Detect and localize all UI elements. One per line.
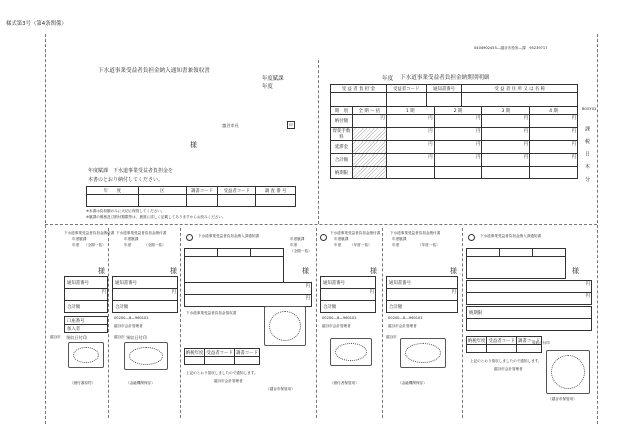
slip4-year-period: 年度賦課 bbox=[334, 237, 349, 241]
slip1-table: 通知書番号 円 合計額 bbox=[64, 276, 108, 313]
slip3-tax-table: 納税年度 受益者コード 調書コード bbox=[184, 348, 260, 365]
slip5-period: （年度一括） bbox=[418, 243, 440, 247]
punch-hole-3 bbox=[468, 234, 475, 241]
slip6-stub: （越谷市保管用） bbox=[548, 397, 577, 401]
slip3-sama: 様 bbox=[302, 267, 309, 275]
col-record-code: 調書コード bbox=[186, 187, 218, 195]
slip6-due-table: 納期限 bbox=[466, 306, 592, 331]
hdr-period-3: 3 期 bbox=[482, 107, 530, 115]
middle-perforation bbox=[45, 224, 597, 225]
slip1-stamp-label: 領収日付印 bbox=[66, 335, 87, 340]
slip3-bank-stamp bbox=[264, 306, 306, 346]
slip6-title: 下水道事業受益者負担金納入済通知書 bbox=[480, 234, 542, 238]
slip4-receipt-stamp bbox=[330, 338, 372, 366]
slip3-title: 下水道事業受益者負担金納入済通知書 bbox=[198, 234, 260, 238]
row-payment: 納付額 bbox=[331, 115, 353, 128]
hdr-charge: 受 益 者 負 担 金 bbox=[331, 85, 387, 93]
slip6-stamp-label: 領収日付印 bbox=[532, 341, 550, 345]
slip1-account: 口座番号 加入者 bbox=[64, 316, 108, 333]
slip6-bank-stamp bbox=[546, 350, 590, 394]
row-due-date: 納期限 bbox=[331, 167, 353, 179]
slip3-year-period: 年度賦課 bbox=[290, 237, 305, 241]
slip6-sama: 様 bbox=[572, 267, 579, 275]
row-total: 合計額 bbox=[331, 154, 353, 167]
hdr-notice-no: 通知書番号 bbox=[426, 85, 462, 93]
statement-vertical-label: 課 税 日 本 分 bbox=[584, 126, 590, 185]
slip4-payee: 越谷市会計管理者 bbox=[322, 324, 351, 328]
receipt-year: 年度 bbox=[262, 84, 273, 90]
hdr-period-4: 4 期 bbox=[530, 107, 578, 115]
slip5-sama: 様 bbox=[450, 267, 457, 275]
slip3-header-table bbox=[184, 248, 284, 283]
hdr-period-2: 2 期 bbox=[434, 107, 482, 115]
receipt-lead-1: 年度賦課 下水道事業受益者負担金を bbox=[88, 168, 174, 174]
receipt-sama: 様 bbox=[190, 141, 197, 149]
hdr-period-1: 1 期 bbox=[386, 107, 434, 115]
slip2-period: （全期一括） bbox=[144, 243, 166, 247]
side-place-label-2: 越谷市 bbox=[114, 335, 125, 339]
side-place-label-1: 越谷市 bbox=[50, 335, 61, 339]
col-ward: 区 bbox=[138, 187, 186, 195]
slip6-amount-table: 円 円 bbox=[466, 280, 592, 305]
slip4-table: 通知書番号 円 合計額 bbox=[320, 276, 376, 313]
slip1-period: （全期一括） bbox=[84, 243, 106, 247]
slip1-receipt-stamp bbox=[68, 342, 104, 368]
row-late-fee: 延滞金 bbox=[331, 141, 353, 154]
slip3-stub: （越谷市保管用） bbox=[266, 387, 295, 391]
hdr-address-name: 受 益 者 住 所 又 は 名 称 bbox=[462, 85, 578, 93]
receipt-mayor: 越谷市長 bbox=[222, 123, 239, 128]
slip5-payee: 越谷市会計管理者 bbox=[388, 324, 417, 328]
slip5-title: 下水道事業受益者負担金納付書 bbox=[390, 231, 441, 235]
stub-code: BOSY03 bbox=[582, 107, 597, 111]
col-beneficiary-code: 受益者コード bbox=[218, 187, 256, 195]
slip2-stub: （金融機関保存） bbox=[126, 381, 155, 385]
slip2-account-no: 00200―8―960101 bbox=[114, 316, 149, 320]
statement-header-table bbox=[330, 84, 578, 107]
upper-divider bbox=[318, 60, 319, 224]
slip4-account-no: 00200―8―960101 bbox=[322, 316, 357, 320]
slip3-period: （全期一括） bbox=[290, 249, 312, 253]
slip5-year-period: 年度賦課 bbox=[392, 237, 407, 241]
slip6-header-table bbox=[466, 248, 566, 279]
slip4-title: 下水道事業受益者負担金納付書 bbox=[330, 231, 381, 235]
slip2-table: 通知書番号 円 合計額 bbox=[112, 276, 178, 313]
slip1-title: 下水道事業受益者負担金納付書 bbox=[64, 231, 115, 235]
hdr-lump-sum: 全 期 ～ 括 bbox=[352, 107, 386, 115]
slip2-stamp-label: 領収日付印 bbox=[126, 335, 147, 340]
slip6-tax-table: 納税年度 受益者コード 調書コード bbox=[466, 336, 542, 353]
slip1-stub: （納付書原符） bbox=[70, 381, 96, 385]
col-survey-no: 調 査 番 号 bbox=[256, 187, 296, 195]
slip2-year-period: 年度賦課 bbox=[124, 237, 139, 241]
statement-year: 年度 bbox=[382, 76, 394, 82]
slip4-year: 年度 bbox=[334, 243, 342, 247]
slip3-note: 上記のとおり領収しましたので通知します。 bbox=[186, 371, 258, 375]
slip6-note: 上記のとおり領収しましたので通知します。 bbox=[470, 359, 542, 363]
slip5-receipt-stamp bbox=[400, 338, 446, 368]
slip2-title: 下水道事業受益者負担金納付書 bbox=[116, 231, 167, 235]
slip3-year: 年度 bbox=[290, 243, 298, 247]
form-number: 様式第3号（第4条関係） bbox=[6, 21, 67, 27]
statement-title: 下水道事業受益者負担金納期別明細 bbox=[400, 75, 490, 81]
slip2-receipt-stamp bbox=[124, 342, 168, 370]
slip3-box-title: 下水道事業受益者負担金領収書 bbox=[186, 311, 237, 315]
slip2-payee: 越谷市会計管理者 bbox=[114, 324, 143, 328]
slip5-stub: （金融機関保存） bbox=[398, 381, 427, 385]
installment-table: 期 別 全 期 ～ 括 1 期 2 期 3 期 4 期 納付額 円 円 円 円 円 督促手数料 円 円 円 円 延滞金 円 円 円 円 合計額 円 円 円 円 納期限 bbox=[330, 106, 578, 179]
receipt-note-1: ※本書は負担額のみに大切に保管してください。 bbox=[86, 209, 165, 213]
slip2-sama: 様 bbox=[170, 267, 177, 275]
punch-hole-2 bbox=[320, 234, 327, 241]
slip5-account-no: 00200―8―960101 bbox=[388, 316, 423, 320]
slip1-sama: 様 bbox=[98, 267, 105, 275]
right-perforation bbox=[597, 34, 598, 424]
hdr-period: 期 別 bbox=[331, 107, 353, 115]
receipt-lead-2: 本書のとおり納付してください。 bbox=[88, 177, 164, 183]
receipt-note-2: ※賦課の債務及び納付期限等は、裏面に詳しく記載してありますからお読みください。 bbox=[86, 215, 226, 219]
left-perforation bbox=[45, 34, 46, 424]
receipt-title: 下水道事業受益者負担金納入通知書兼領収書 bbox=[98, 68, 210, 74]
header-code: 0404902455―越谷市役所―課 95239717 bbox=[474, 46, 548, 50]
punch-hole-1 bbox=[186, 234, 193, 241]
slip3-signer: 越谷市会計管理者 bbox=[214, 379, 243, 383]
slip2-year: 年度 bbox=[124, 243, 132, 247]
receipt-year-period: 年度賦課 bbox=[262, 76, 284, 82]
slip3-amount-table: 円 円 bbox=[184, 282, 312, 307]
col-year: 年 度 bbox=[87, 187, 139, 195]
slip6-signer: 越谷市会計管理者 bbox=[494, 367, 523, 371]
slip1-year: 年度 bbox=[72, 243, 80, 247]
hdr-beneficiary-code: 受益者コード bbox=[386, 85, 426, 93]
slip4-sama: 様 bbox=[370, 267, 377, 275]
slip1-year-period: 年度賦課 bbox=[72, 237, 87, 241]
row-reminder-fee: 督促手数料 bbox=[331, 128, 353, 141]
slip4-stub: （納付者保管用） bbox=[330, 381, 359, 385]
slip4-period: （年度一括） bbox=[350, 243, 372, 247]
side-place-label-3: 越谷市 bbox=[386, 335, 397, 339]
mayor-seal: 印 bbox=[287, 121, 295, 129]
slip5-table: 通知書番号 円 合計額 bbox=[386, 276, 458, 313]
slip5-year: 年度 bbox=[392, 243, 400, 247]
receipt-code-table bbox=[86, 186, 296, 207]
